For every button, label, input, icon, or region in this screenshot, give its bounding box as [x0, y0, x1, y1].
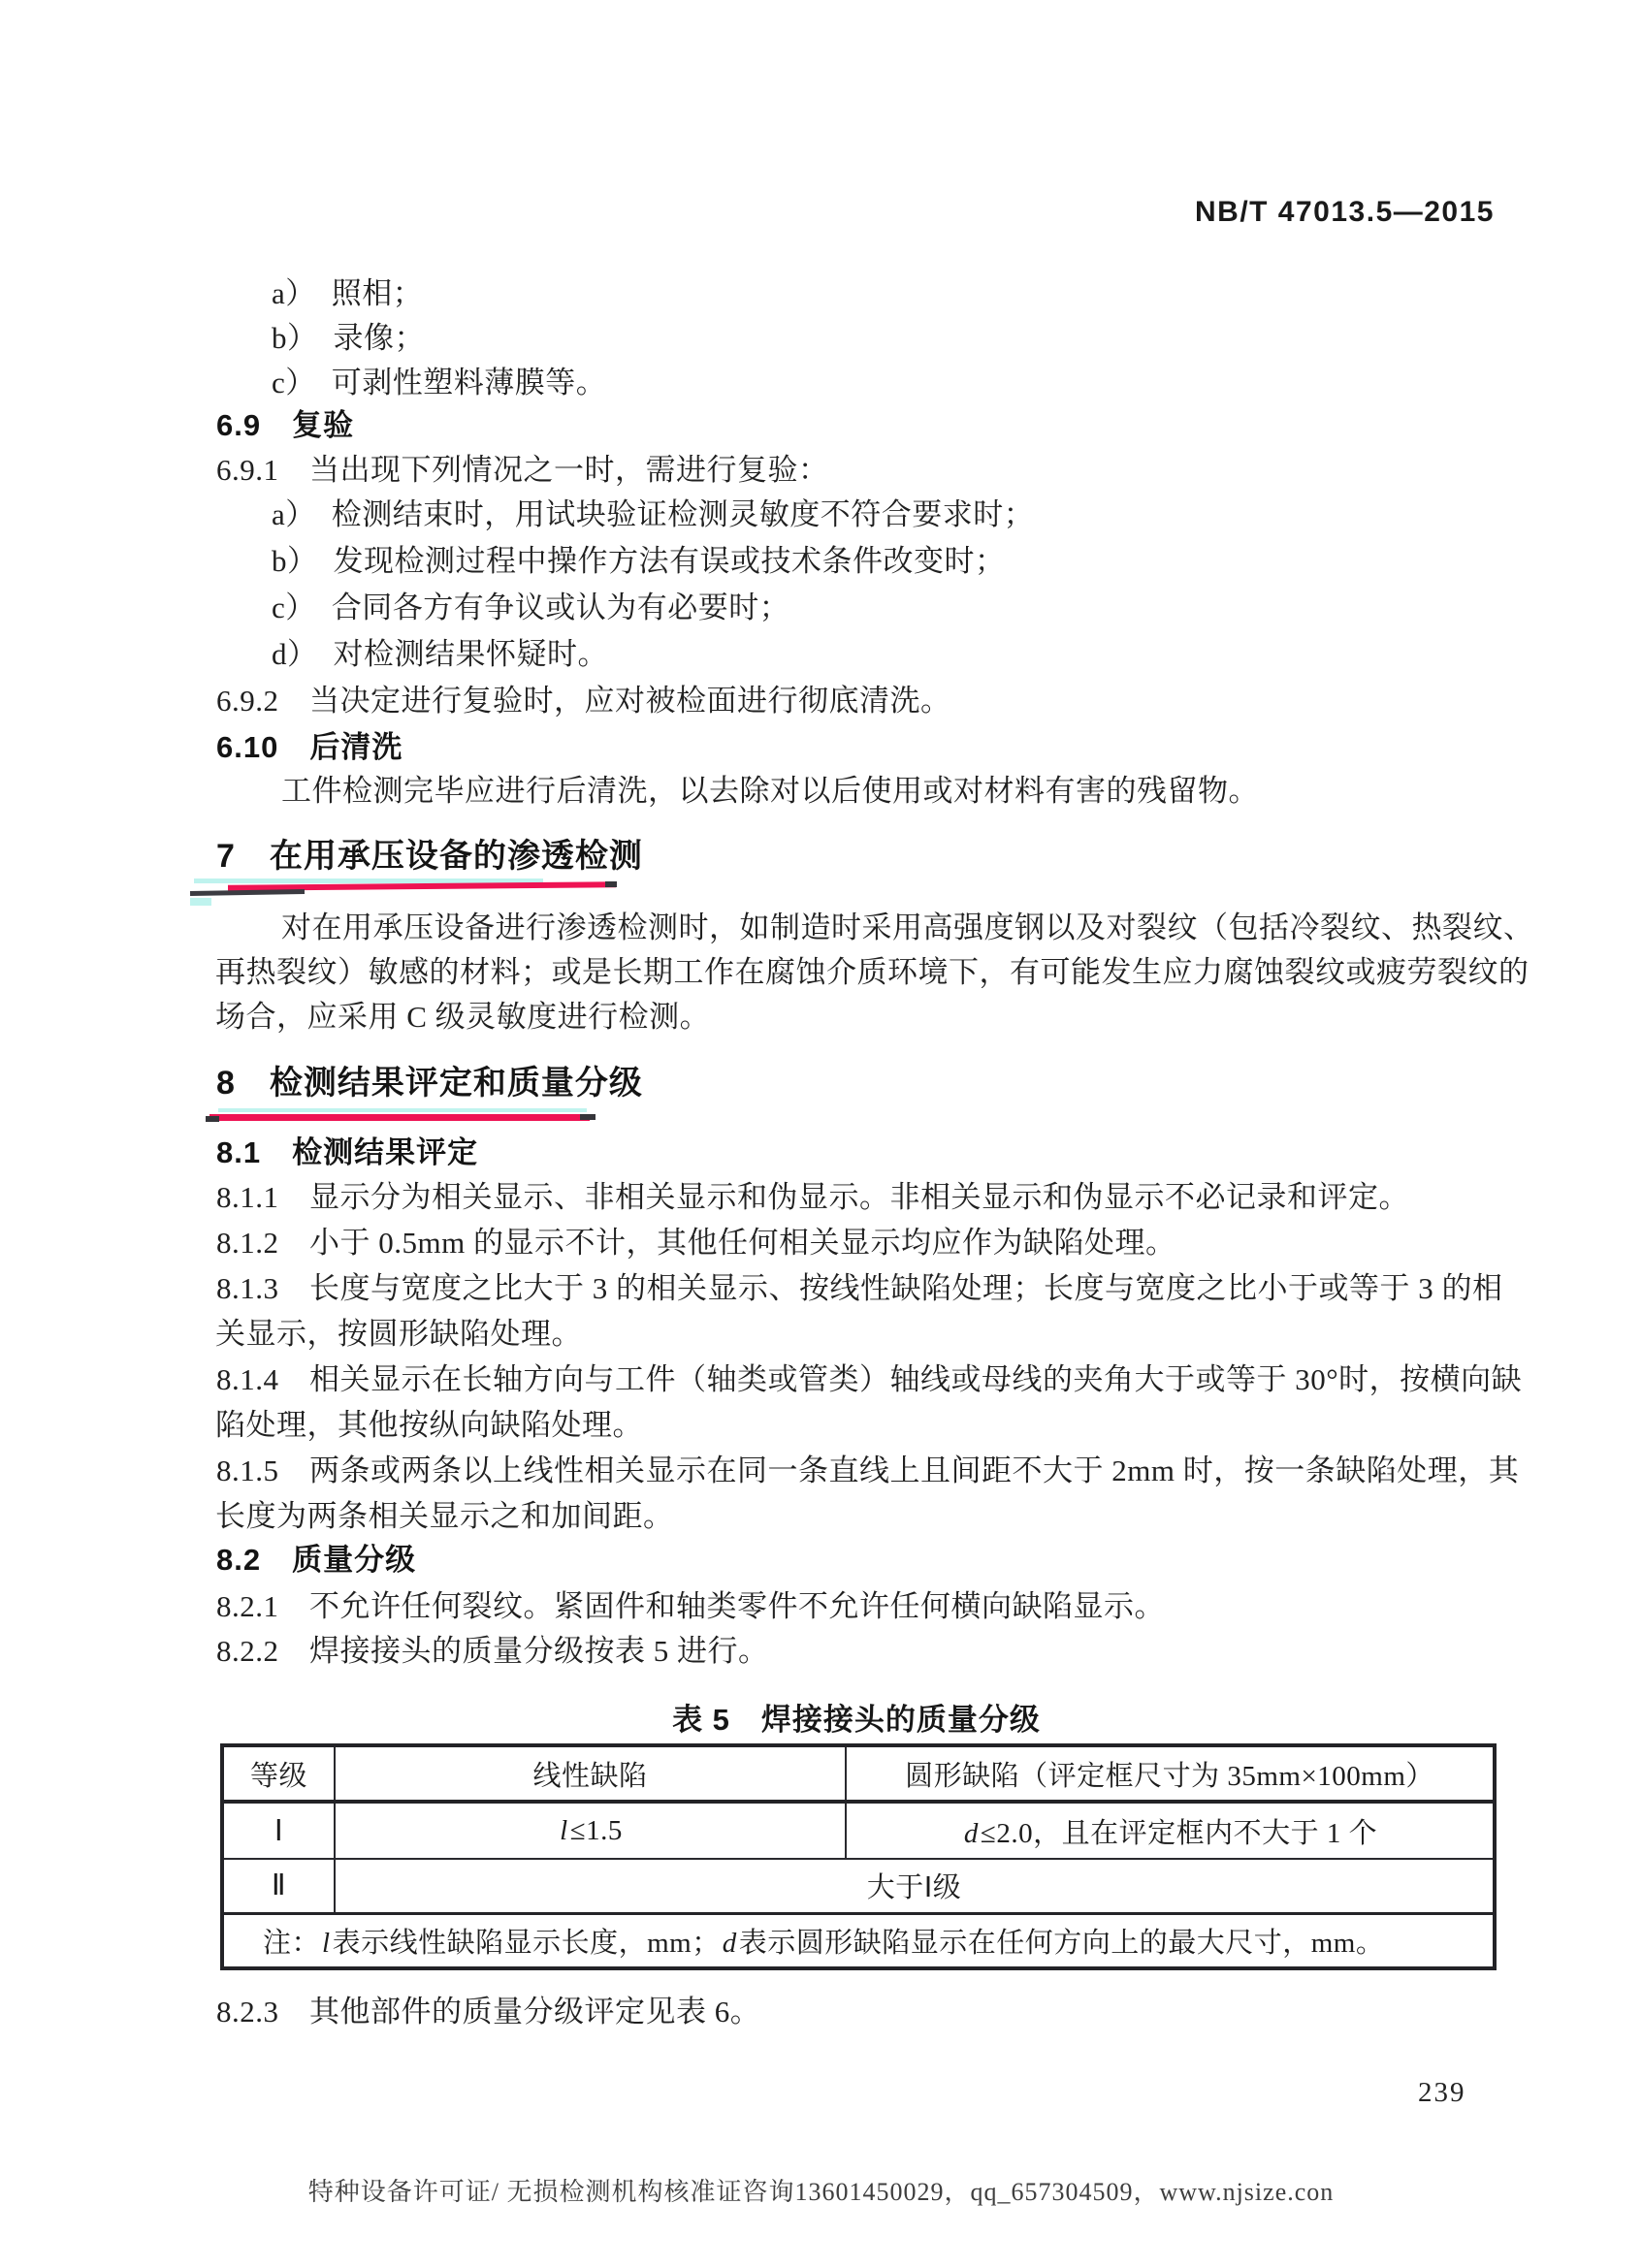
linear-variable: l — [560, 1814, 568, 1846]
clause-6-9-2: 6.9.2 当决定进行复验时，应对被检面进行彻底清洗。 — [216, 684, 951, 718]
underline-7-dark-tip — [605, 881, 617, 887]
clause-8-2-2: 8.2.2 焊接接头的质量分级按表 5 进行。 — [216, 1634, 769, 1668]
header-linear-defect: 线性缺陷 — [335, 1745, 846, 1802]
clause-6-9-1-item-b: b） 发现检测过程中操作方法有误或技术条件改变时； — [272, 544, 1006, 578]
list-item-a-top: a） 照相； — [272, 276, 424, 310]
clause-6-9-1-item-a: a） 检测结束时，用试块验证检测灵敏度不符合要求时； — [272, 497, 1035, 531]
heading-8-1: 8.1 检测结果评定 — [216, 1135, 479, 1169]
underline-8-red — [209, 1114, 590, 1121]
clause-6-10-body: 工件检测完毕应进行后清洗，以去除对以后使用或对材料有害的残留物。 — [281, 774, 1259, 808]
clause-7-body-line2: 再热裂纹）敏感的材料；或是长期工作在腐蚀介质环境下，有可能发生应力腐蚀裂纹或疲劳裂纹的 — [215, 955, 1529, 989]
heading-7: 7 在用承压设备的渗透检测 — [216, 838, 643, 875]
table-row-grade-1 — [222, 1802, 1495, 1859]
cell-round-1 — [846, 1802, 1495, 1859]
table-5-weld-joint-quality-grades — [220, 1743, 1497, 1970]
standard-number-header: NB/T 47013.5—2015 — [1194, 196, 1495, 228]
clause-8-1-3-line2: 关显示，按圆形缺陷处理。 — [215, 1317, 582, 1351]
underline-7-cyan-patch — [190, 898, 211, 906]
page-number: 239 — [1418, 2077, 1466, 2108]
clause-7-body-line3: 场合，应采用 C 级灵敏度进行检测。 — [215, 1000, 711, 1034]
underline-7-dark-segment — [190, 889, 305, 896]
table-header-row — [222, 1745, 1495, 1802]
footer-watermark-text: 特种设备许可证/ 无损检测机构核准证咨询13601450029，qq_657304509，www.njsize.con — [307, 2178, 1335, 2206]
clause-7-body-line1: 对在用承压设备进行渗透检测时，如制造时采用高强度钢以及对裂纹（包括冷裂纹、热裂纹、 — [281, 910, 1534, 944]
clause-8-2-3: 8.2.3 其他部件的质量分级评定见表 6。 — [216, 1995, 761, 2028]
note-prefix: 注： — [263, 1927, 321, 1959]
clause-8-1-5-line2: 长度为两条相关显示之和加间距。 — [215, 1499, 674, 1533]
cell-linear-1 — [335, 1802, 846, 1859]
clause-8-1-1: 8.1.1 显示分为相关显示、非相关显示和伪显示。非相关显示和伪显示不必记录和评定。 — [216, 1180, 1409, 1214]
note-l-text: 表示线性缺陷显示长度，mm； — [332, 1927, 721, 1959]
clause-8-1-3-line1: 8.1.3 长度与宽度之比大于 3 的相关显示、按线性缺陷处理；长度与宽度之比小于或等于 3 的相 — [216, 1271, 1503, 1305]
clause-8-2-1: 8.2.1 不允许任何裂纹。紧固件和轴类零件不允许任何横向缺陷显示。 — [216, 1589, 1165, 1623]
note-d-text: 表示圆形缺陷显示在任何方向上的最大尺寸，mm。 — [738, 1927, 1385, 1959]
clause-8-1-5-line1: 8.1.5 两条或两条以上线性相关显示在同一条直线上且间距不大于 2mm 时，按一条缺陷处理，其 — [216, 1453, 1520, 1487]
underline-8-cyan-artifact — [218, 1108, 587, 1112]
underline-8-dark-tip-left — [206, 1116, 219, 1122]
clause-6-9-1-item-c: c） 合同各方有争议或认为有必要时； — [272, 591, 790, 624]
underline-8-dark-tip-right — [580, 1114, 596, 1120]
header-grade: 等级 — [222, 1745, 335, 1802]
cell-grade-2-merged: 大于Ⅰ级 — [335, 1859, 1495, 1913]
heading-8: 8 检测结果评定和质量分级 — [216, 1065, 643, 1102]
heading-6-10: 6.10 后清洗 — [216, 730, 403, 764]
heading-6-9: 6.9 复验 — [216, 408, 355, 442]
list-item-c-top: c） 可剥性塑料薄膜等。 — [272, 366, 607, 399]
note-d-variable: d — [722, 1927, 737, 1959]
clause-6-9-1-item-d: d） 对检测结果怀疑时。 — [272, 637, 608, 671]
list-item-b-top: b） 录像； — [272, 321, 425, 355]
clause-8-1-4-line2: 陷处理，其他按纵向缺陷处理。 — [215, 1408, 643, 1442]
clause-6-9-1: 6.9.1 当出现下列情况之一时，需进行复验： — [216, 453, 829, 487]
cell-grade-2: Ⅱ — [222, 1859, 335, 1913]
clause-8-1-2: 8.1.2 小于 0.5mm 的显示不计，其他任何相关显示均应作为缺陷处理。 — [216, 1226, 1176, 1260]
round-variable: d — [963, 1817, 979, 1849]
cell-grade-1: Ⅰ — [222, 1802, 335, 1859]
table-row-grade-2 — [222, 1859, 1495, 1913]
table-5-caption: 表 5 焊接接头的质量分级 — [672, 1703, 1041, 1737]
header-round-defect: 圆形缺陷（评定框尺寸为 35mm×100mm） — [846, 1745, 1495, 1802]
round-limit: ≤2.0，且在评定框内不大于 1 个 — [980, 1817, 1378, 1849]
linear-limit: ≤1.5 — [569, 1814, 623, 1846]
heading-8-2: 8.2 质量分级 — [216, 1543, 417, 1577]
note-l-variable: l — [322, 1927, 331, 1959]
table-note-row — [222, 1913, 1495, 1968]
table-note-cell — [222, 1913, 1495, 1968]
clause-8-1-4-line1: 8.1.4 相关显示在长轴方向与工件（轴类或管类）轴线或母线的夹角大于或等于 30°时，按横向缺 — [216, 1362, 1523, 1396]
